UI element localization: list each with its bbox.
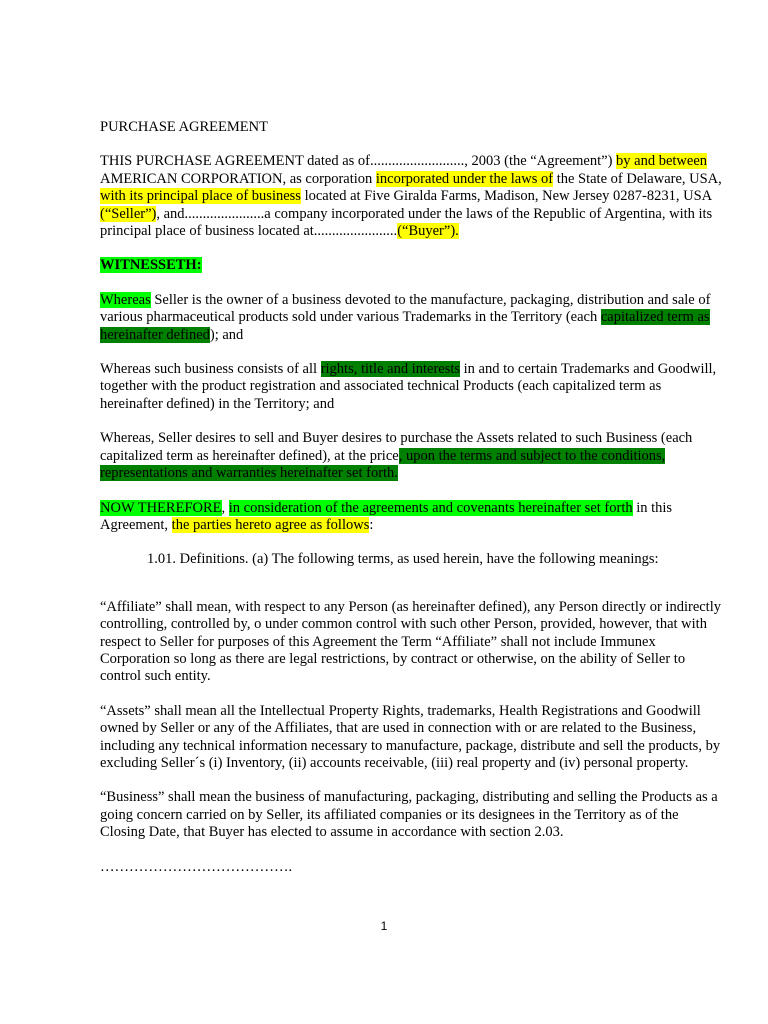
- highlight-parties-agree: the parties hereto agree as follows: [171, 516, 370, 533]
- highlight-by-and-between: by and between: [616, 153, 708, 170]
- now-therefore-paragraph: [100, 500, 725, 535]
- whereas-paragraph-3: [100, 430, 725, 482]
- affiliate-definition: “Affiliate” shall mean, with respect to any Person (as hereinafter defined), any Person directly or indirectly controlling, controlled by, o under common control with such other Person, provided, however, that with respect to Seller for purposes of this Agreement the Term “Affiliate” shall not include Immunex Corporation so long as there are legal restrictions, by contract or otherwise, on the ability of Seller to control such entity.: [100, 598, 721, 685]
- business-definition: “Business” shall mean the business of manufacturing, packaging, distributing and selling the Products as a going concern carried on by Seller, its affiliated companies or its designees in the Territory as of the Closing Date, that Buyer has elected to assume in accordance with section 2.03.: [100, 789, 718, 841]
- highlight-buyer: (“Buyer”).: [397, 223, 459, 240]
- preamble-text-3: the State of Delaware, USA,: [553, 170, 722, 187]
- preamble-text-5: , and......................a company incorporated under the laws of the Republic of Argentina, with its principal place of business located at.......................: [100, 205, 713, 240]
- highlight-incorporated: incorporated under the laws of: [375, 170, 554, 187]
- whereas-paragraph-1: [100, 292, 725, 344]
- whereas-paragraph-2: [100, 361, 725, 413]
- preamble-text-2: AMERICAN CORPORATION, as corporation: [100, 170, 376, 187]
- preamble-paragraph: [100, 153, 725, 240]
- assets-definition: “Assets” shall mean all the Intellectual Property Rights, trademarks, Health Registrations and Goodwill owned by Seller or any of the Affiliates, that are used in connection with or are related to the Business, including any technical information necessary to manufacture, package, distribute and sell the products, by excluding Seller´s (i) Inventory, (ii) accounts receivable, (iii) real property and (iv) personal property.: [100, 702, 721, 771]
- highlight-principal-place: with its principal place of business: [100, 188, 301, 205]
- whereas-2-text-2: in and to certain Trademarks and Goodwill, together with the product registration and associated technical Products (each capitalized term as hereinafter defined) in the Territory; and: [100, 361, 717, 412]
- document-body: [100, 119, 725, 876]
- preamble-text-1: THIS PURCHASE AGREEMENT dated as of.........................., 2003 (the “Agreement”): [100, 153, 617, 170]
- now-therefore-text-1: ,: [221, 499, 229, 516]
- highlight-whereas: Whereas: [100, 291, 151, 308]
- whereas-3-text-1: Whereas, Seller desires to sell and Buyer desires to purchase the Assets related to such Business (each capitalized term as hereinafter defined), at the price: [100, 430, 693, 464]
- highlight-seller: (“Seller”): [100, 205, 157, 222]
- whereas-2-text-1: Whereas such business consists of all: [100, 361, 321, 378]
- highlight-now-therefore: NOW THEREFORE: [100, 499, 222, 516]
- highlight-consideration: in consideration of the agreements and covenants hereinafter set forth: [228, 499, 633, 516]
- document-title: PURCHASE AGREEMENT: [100, 119, 268, 135]
- page-number: 1: [380, 919, 388, 933]
- whereas-1-text-1: Seller is the owner of a business devoted to the manufacture, packaging, distribution and sale of various pharmaceutical products sold under various Trademarks in the Territory (each: [100, 291, 711, 326]
- now-therefore-text-2: in this Agreement,: [100, 499, 673, 533]
- highlight-terms-conditions: , upon the terms and subject to the conditions, representations and warranties hereinafter set forth.: [100, 447, 666, 482]
- witnesseth-heading: [100, 257, 725, 274]
- now-therefore-text-3: :: [369, 516, 374, 533]
- preamble-text-4: located at Five Giralda Farms, Madison, New Jersey 0287-8231, USA: [300, 188, 712, 205]
- ellipsis-line: ………………………………….: [100, 858, 293, 875]
- highlight-rights-title: rights, title and interests: [320, 361, 461, 378]
- definitions-heading: 1.01. Definitions. (a) The following terms, as used herein, have the following meanings:: [147, 551, 659, 568]
- whereas-1-text-2: ); and: [209, 326, 244, 343]
- witnesseth-label: WITNESSETH:: [100, 257, 202, 274]
- highlight-capitalized-term: capitalized term as hereinafter defined: [100, 309, 710, 343]
